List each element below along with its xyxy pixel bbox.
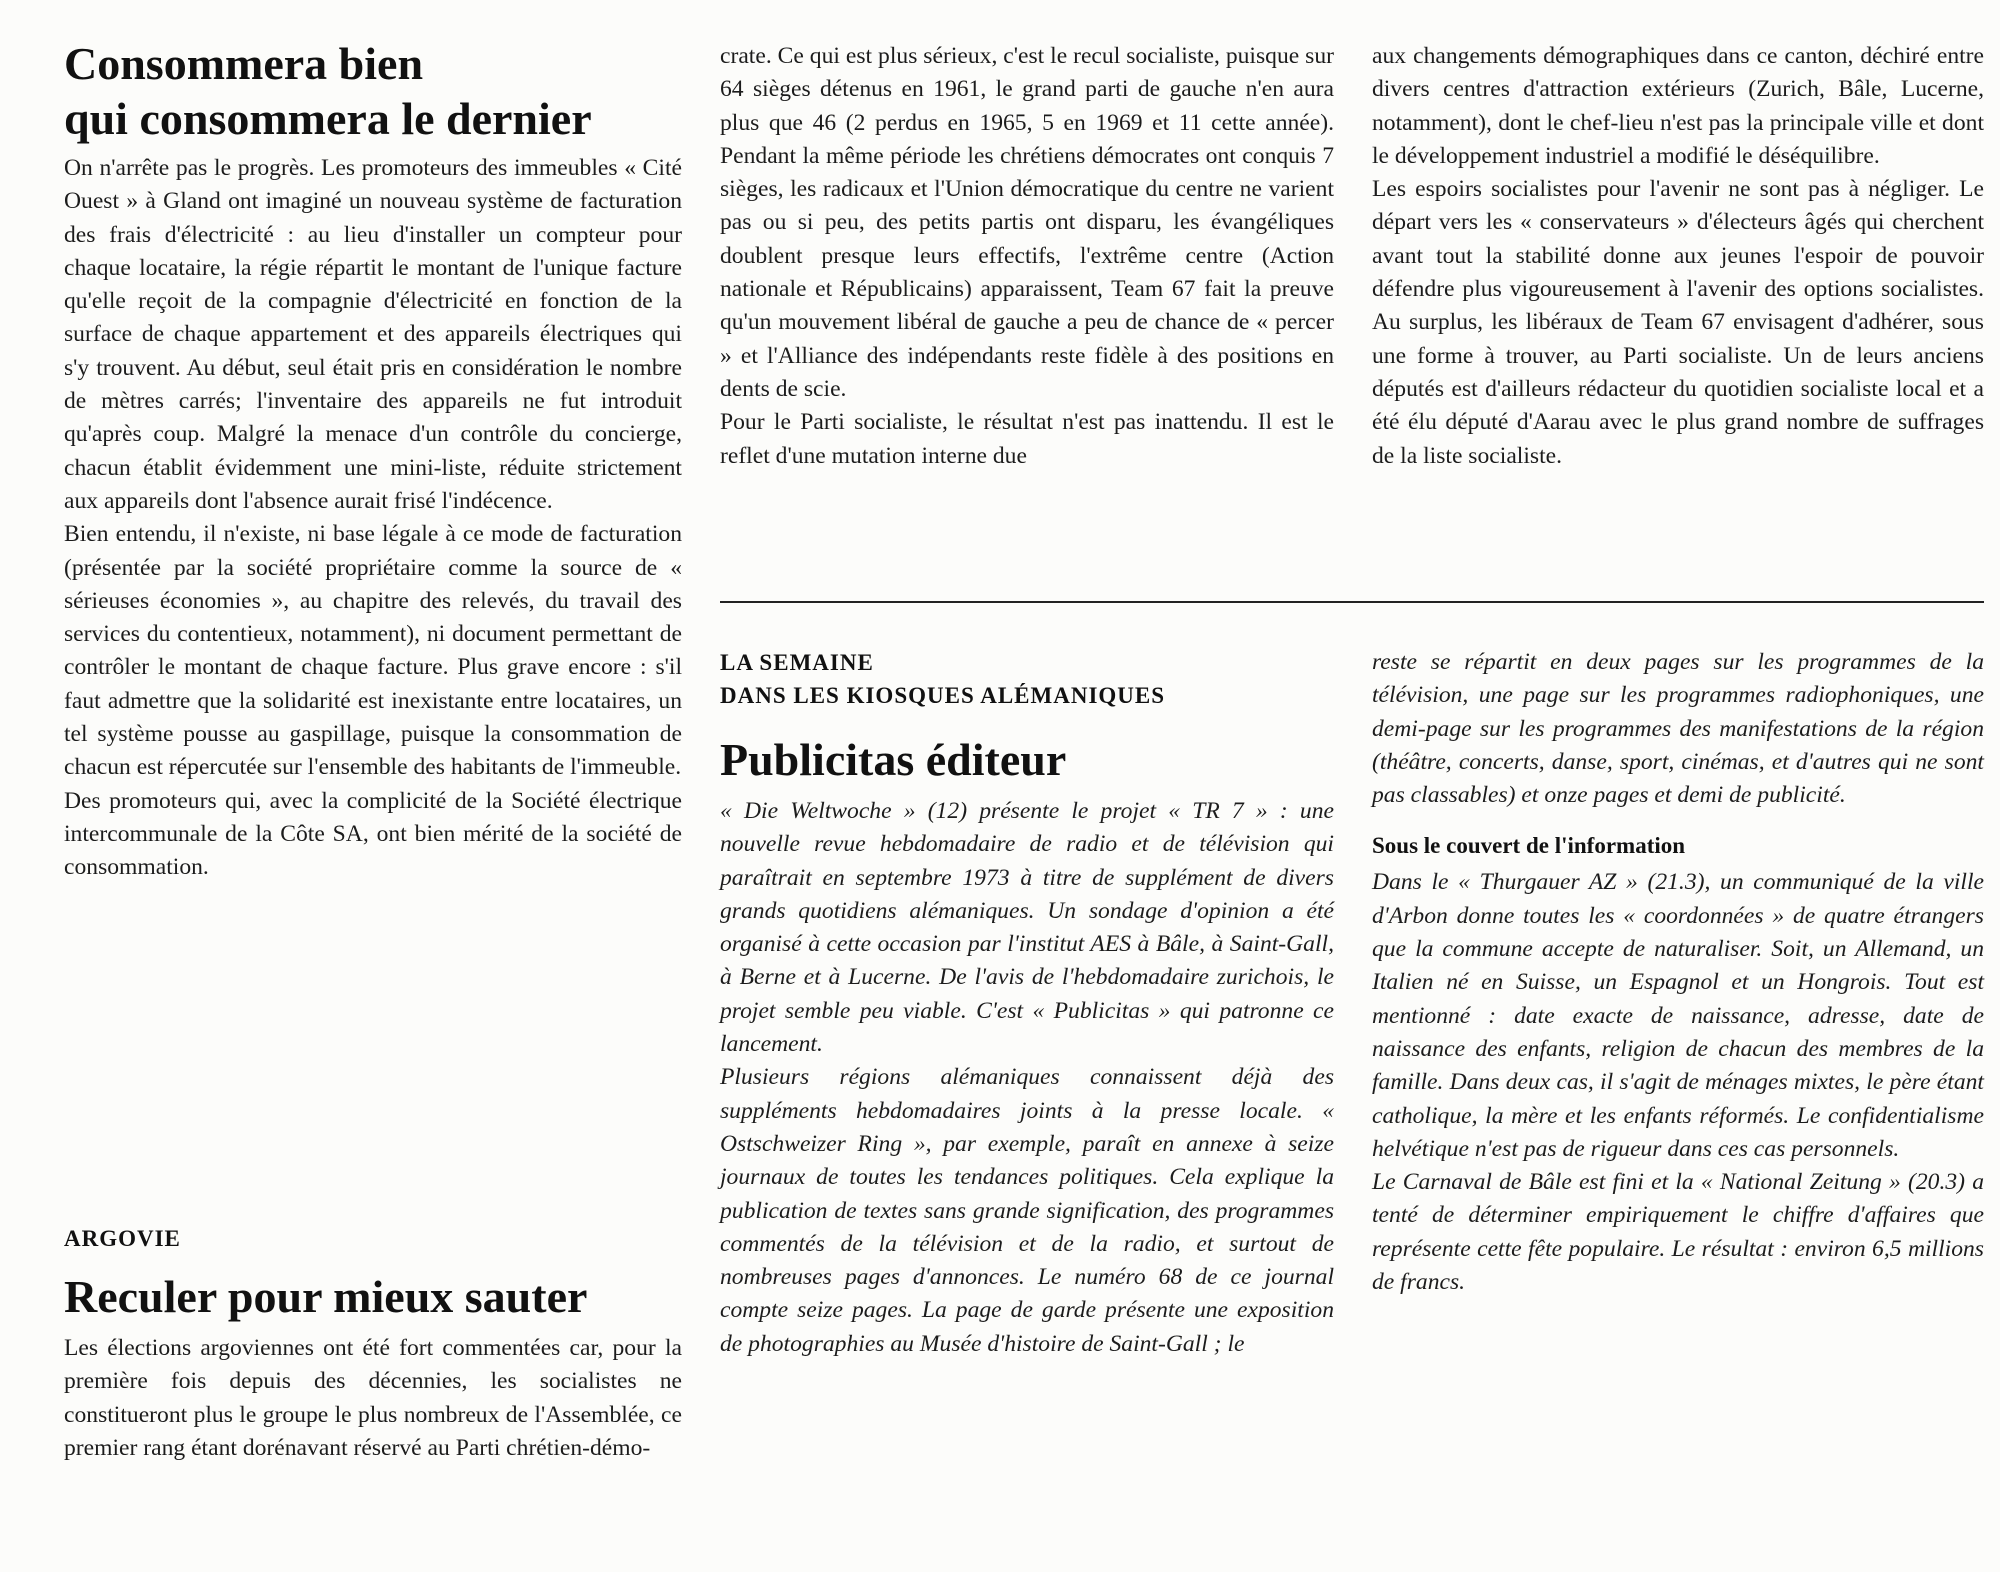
article-argovie-continued xyxy=(720,40,1334,473)
paragraph: reste se répartit en deux pages sur les programmes de la télévision, une page sur les programmes radiophoniques, une demi-page sur les programmes des manifestations de la région (théâtre, concerts, danse, sport, cinémas, et d'autres qui ne sont pas classables) et onze pages et demi de publicité. xyxy=(1372,649,1984,809)
article-publicitas-continued xyxy=(1372,646,1984,1299)
paragraph: On n'arrête pas le progrès. Les promoteurs des immeubles « Cité Ouest » à Gland ont imaginé un nouveau système de facturation des frais d'électricité : au lieu d'installer un compteur pour chaque locataire, la régie répartit le montant de l'unique facture qu'elle reçoit de la compagnie d'électricité en fonction de la surface de chaque appartement et des appareils électriques qui s'y trouvent. Au début, seul était pris en considération le nombre de mètres carrés; l'inventaire des appareils ne fut introduit qu'après coup. Malgré la menace d'un contrôle du concierge, chacun établit évidemment une mini-liste, réduite strictement aux appareils dont l'absence aurait frisé l'indécence. xyxy=(64,155,682,514)
headline-line: qui consommera le dernier xyxy=(64,93,592,144)
section-divider xyxy=(720,601,1984,603)
paragraph: Pour le Parti socialiste, le résultat n'est pas inattendu. Il est le reflet d'une mutation interne due xyxy=(720,409,1334,469)
paragraph: Le Carnaval de Bâle est fini et la « National Zeitung » (20.3) a tenté de déterminer empiriquement le chiffre d'affaires que représente cette fête populaire. Le résultat : environ 6,5 millions de francs. xyxy=(1372,1169,1984,1296)
article-body xyxy=(720,795,1334,1361)
article-headline: Reculer pour mieux sauter xyxy=(64,1271,588,1322)
article-body xyxy=(64,152,682,885)
article-body xyxy=(1372,646,1984,812)
paragraph: Les élections argoviennes ont été fort commentées car, pour la première fois depuis des décennies, les socialistes ne constitueront plus le groupe le plus nombreux de l'Assemblée, ce premier rang étant dorénavant réservé au Parti chrétien-démo- xyxy=(64,1335,682,1461)
paragraph: Les espoirs socialistes pour l'avenir ne sont pas à négliger. Le départ vers les « conservateurs » d'électeurs âgés qui cherchent avant tout la stabilité donne aux jeunes l'espoir de pouvoir défendre plus vigoureusement à l'avenir des options socialistes. Au surplus, les libéraux de Team 67 envisagent d'adhérer, sous une forme à trouver, au Parti socialiste. Un de leurs anciens députés est d'ailleurs rédacteur du quotidien socialiste local et a été élu député d'Aarau avec le plus grand nombre de suffrages de la liste socialiste. xyxy=(1372,176,1984,469)
paragraph: aux changements démographiques dans ce canton, déchiré entre divers centres d'attraction extérieurs (Zurich, Bâle, Lucerne, notamment), dont le chef-lieu n'est pas la principale ville et dont le développement industriel a modifié le déséquilibre. xyxy=(1372,43,1984,169)
article-headline: Publicitas éditeur xyxy=(720,734,1067,785)
paragraph: « Die Weltwoche » (12) présente le projet « TR 7 » : une nouvelle revue hebdomadaire de radio et de télévision qui paraîtrait en septembre 1973 à titre de supplément de divers grands quotidiens alémaniques. Un sondage d'opinion a été organisé à cette occasion par l'institut AES à Bâle, à Saint-Gall, à Berne et à Lucerne. De l'avis de l'hebdomadaire zurichois, le projet semble peu viable. C'est « Publicitas » qui patronne ce lancement. xyxy=(720,798,1334,1058)
paragraph: crate. Ce qui est plus sérieux, c'est le recul socialiste, puisque sur 64 sièges détenus en 1961, le grand parti de gauche n'en aura plus que 46 (2 perdus en 1965, 5 en 1969 et 11 cette année). Pendant la même période les chrétiens démocrates ont conquis 7 sièges, les radicaux et l'Union démocratique du centre ne varient pas ou si peu, des petits partis ont disparu, les évangéliques doublent presque leurs effectifs, l'extrême centre (Action nationale et Républicains) apparaissent, Team 67 fait la preuve qu'un mouvement libéral de gauche a peu de chance de « percer » et l'Alliance des indépendants reste fidèle à des positions en dents de scie. xyxy=(720,43,1334,402)
article-consommation xyxy=(64,36,682,885)
kicker-line: DANS LES KIOSQUES ALÉMANIQUES xyxy=(720,683,1166,708)
article-argovie-start xyxy=(64,1222,682,1465)
article-body xyxy=(64,1332,682,1465)
paragraph: Des promoteurs qui, avec la complicité de la Société électrique intercommunale de la Côte SA, ont bien mérité de la société de consommation. xyxy=(64,787,682,881)
paragraph: Dans le « Thurgauer AZ » (21.3), un communiqué de la ville d'Arbon donne toutes les « coordonnées » de quatre étrangers que la commune accepte de naturaliser. Soit, un Allemand, un Italien né en Suisse, un Espagnol et un Hongrois. Tout est mentionné : date exacte de naissance, adresse, date de naissance des enfants, religion de chacun des membres de la famille. Dans deux cas, il s'agit de ménages mixtes, le père étant catholique, la mère et les enfants réformés. Le confidentialisme helvétique n'est pas de rigueur dans ces cas personnels. xyxy=(1372,869,1984,1162)
article-publicitas xyxy=(720,646,1334,1361)
article-headline xyxy=(64,36,682,146)
paragraph: Plusieurs régions alémaniques connaissent déjà des suppléments hebdomadaires joints à la presse locale. « Ostschweizer Ring », par exemple, paraît en annexe à seize journaux de toutes les tendances politiques. Cela explique la publication de textes sans grande signification, des programmes commentés de la télévision et de la radio, et surtout de nombreuses pages d'annonces. Le numéro 68 de ce journal compte seize pages. La page de garde présente une exposition de photographies au Musée d'histoire de Saint-Gall ; le xyxy=(720,1064,1334,1357)
headline-line: Consommera bien xyxy=(64,38,424,89)
article-argovie-end xyxy=(1372,40,1984,473)
article-body xyxy=(1372,866,1984,1299)
paragraph: Bien entendu, il n'existe, ni base légale à ce mode de facturation (présentée par la société propriétaire comme la source de « sérieuses économies », au chapitre des relevés, du travail des services du contentieux, notamment), ni document permettant de contrôler le montant de chaque facture. Plus grave encore : s'il faut admettre que la solidarité est inexistante entre locataires, un tel système pousse au gaspillage, puisque la consommation de chacun est répercutée sur l'ensemble des habitants de l'immeuble. xyxy=(64,521,682,781)
section-kicker xyxy=(720,646,1334,712)
subheading: Sous le couvert de l'information xyxy=(1372,833,1686,859)
kicker-line: LA SEMAINE xyxy=(720,650,874,675)
section-kicker: ARGOVIE xyxy=(64,1226,181,1251)
